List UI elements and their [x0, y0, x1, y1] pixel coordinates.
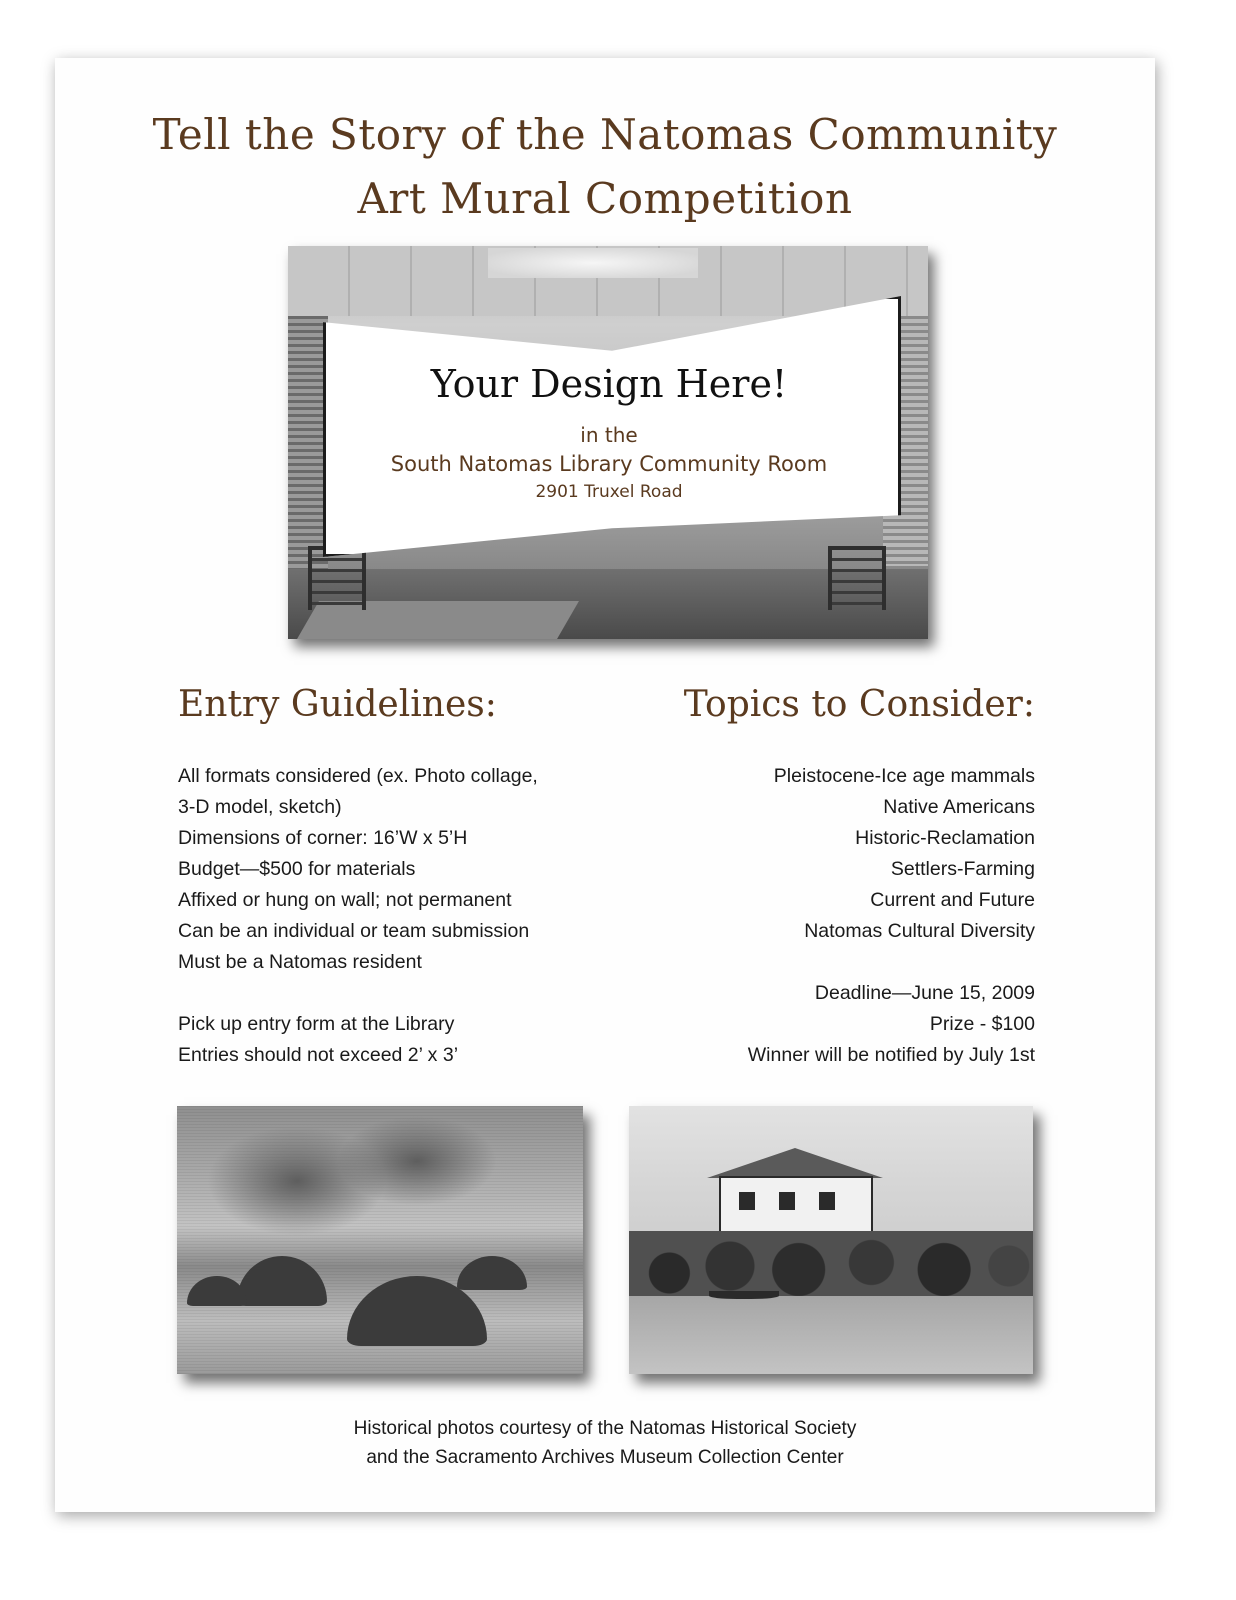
mural-subtitle-in-the: in the [580, 423, 638, 447]
topics-list [748, 761, 1035, 1071]
winner-notice: Winner will be notified by July 1st [747, 1044, 1035, 1066]
mural-subtitle-location: South Natomas Library Community Room [390, 452, 828, 476]
photo-credit [55, 1414, 1155, 1472]
house-boat [709, 1291, 779, 1299]
mural-heading: Your Design Here! [430, 362, 788, 406]
guideline-item: Dimensions of corner: 16’W x 5’H [178, 827, 468, 849]
engraving-hut [237, 1256, 327, 1306]
guideline-extra-item: Pick up entry form at the Library [178, 1013, 455, 1035]
photo-window-blinds-left [288, 316, 328, 576]
entry-guidelines-list [178, 761, 538, 1071]
house-shrubs [629, 1231, 1033, 1301]
house-water [629, 1296, 1033, 1374]
house-window [739, 1192, 755, 1210]
photo-credit-line-2: and the Sacramento Archives Museum Collection Center [366, 1447, 844, 1468]
photo-credit-line-1: Historical photos courtesy of the Natomas Historical Society [353, 1418, 857, 1439]
photo-light-panel [488, 248, 698, 278]
historical-engraving-photo [177, 1106, 583, 1374]
engraving-smoke [337, 1116, 497, 1206]
guideline-item: All formats considered (ex. Photo collage, [178, 765, 538, 787]
topic-item: Settlers-Farming [890, 858, 1035, 880]
prize-info: Prize - $100 [929, 1013, 1035, 1035]
topic-item: Historic-Reclamation [855, 827, 1035, 849]
deadline-info: Deadline—June 15, 2009 [814, 982, 1035, 1004]
topic-item: Natomas Cultural Diversity [804, 920, 1035, 942]
mural-placeholder-text [323, 296, 895, 551]
guideline-extra-item: Entries should not exceed 2’ x 3’ [178, 1044, 459, 1066]
guideline-item: Budget—$500 for materials [178, 858, 416, 880]
topics-heading: Topics to Consider: [683, 684, 1035, 725]
engraving-hut [187, 1276, 247, 1306]
guideline-item: Affixed or hung on wall; not permanent [178, 889, 512, 911]
topic-item: Pleistocene-Ice age mammals [773, 765, 1035, 787]
community-room-photo [288, 246, 928, 639]
guideline-item: 3-D model, sketch) [178, 796, 342, 818]
guideline-item: Must be a Natomas resident [178, 951, 422, 973]
house-window [819, 1192, 835, 1210]
flyer-page [55, 58, 1155, 1512]
mural-subtitle-address: 2901 Truxel Road [535, 482, 683, 502]
list-spacer [178, 978, 538, 1009]
historical-house-photo [629, 1106, 1033, 1374]
photo-chair-right [828, 546, 886, 610]
entry-guidelines-heading: Entry Guidelines: [178, 684, 497, 725]
topic-item: Native Americans [883, 796, 1035, 818]
house-window [779, 1192, 795, 1210]
guideline-item: Can be an individual or team submission [178, 920, 530, 942]
page-title-line-2: Art Mural Competition [357, 174, 853, 223]
engraving-hut [457, 1256, 527, 1290]
list-spacer [748, 947, 1035, 978]
topic-item: Current and Future [870, 889, 1035, 911]
house-roof [707, 1148, 883, 1178]
page-title-line-1: Tell the Story of the Natomas Community [152, 110, 1058, 159]
